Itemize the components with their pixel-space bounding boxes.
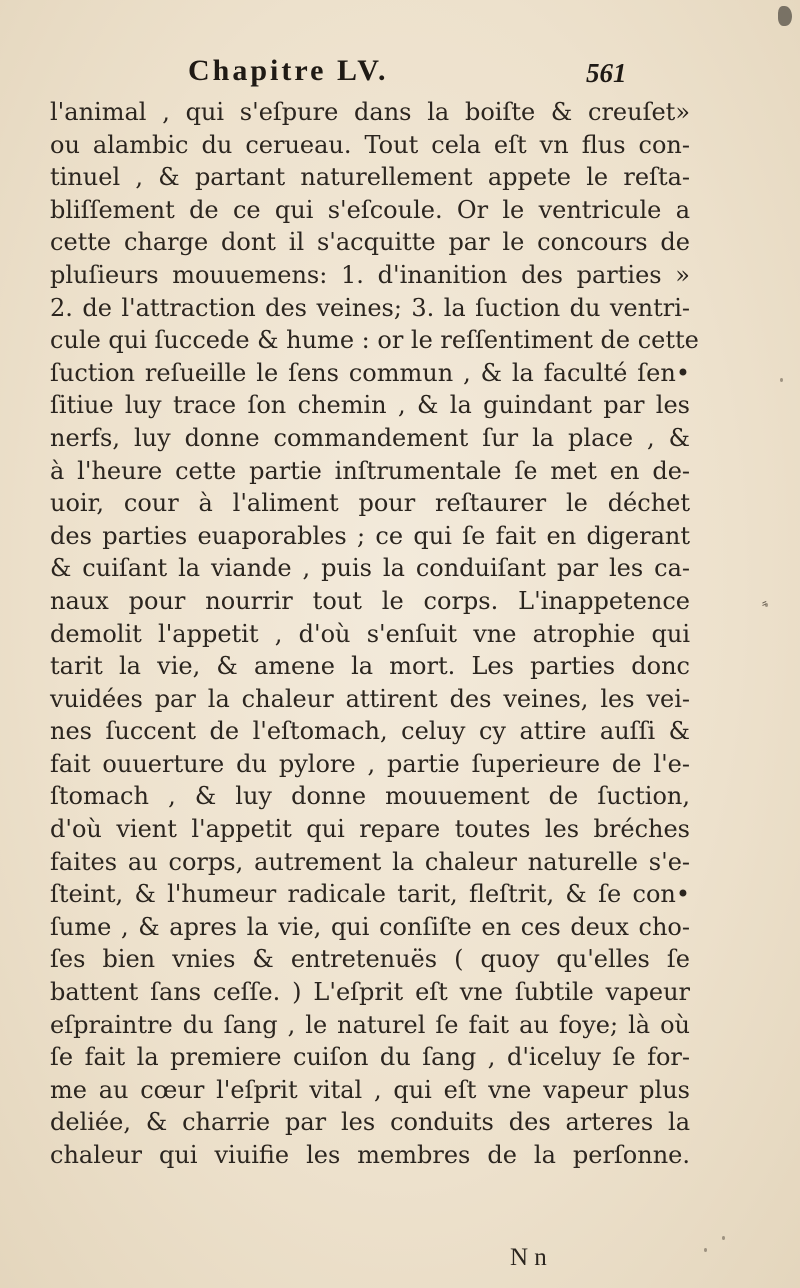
text-line: battent ſans ceſſe. ) L'eſprit eſt vne ſubtile vapeur — [50, 978, 690, 1007]
text-line: tarit la vie, & amene la mort. Les parties donc — [50, 652, 690, 681]
text-line: & cuiſant la viande , puis la conduiſant par les ca- — [50, 554, 690, 583]
text-line: vuidées par la chaleur attirent des veines, les vei- — [50, 684, 690, 713]
text-line: à l'heure cette partie inſtrumentale ſe met en de- — [50, 456, 690, 485]
signature-mark: N n — [510, 1244, 547, 1271]
text-line: deliée, & charrie par les conduits des arteres la — [50, 1108, 690, 1137]
margin-mark: ⸗ — [762, 595, 767, 611]
text-line: d'où vient l'appetit qui repare toutes les bréches — [50, 815, 690, 844]
text-line: des parties euaporables ; ce qui ſe fait en digerant — [50, 521, 690, 550]
paper-speck — [780, 378, 783, 382]
page-number: 561 — [586, 58, 627, 88]
text-line: me au cœur l'eſprit vital , qui eſt vne vapeur plus — [50, 1075, 690, 1104]
text-line: eſpraintre du ſang , le naturel ſe fait au foye; là où — [50, 1010, 690, 1039]
text-line: chaleur qui viuifie les membres de la perſonne. — [50, 1141, 690, 1169]
text-line: ou alambic du cerueau. Tout cela eſt vn flus con- — [50, 130, 690, 159]
paper-speck — [704, 1248, 707, 1252]
text-line: tinuel , & partant naturellement appete le reſta- — [50, 163, 690, 192]
paper-speck — [722, 1236, 725, 1240]
text-line: demolit l'appetit , d'où s'enſuit vne atrophie qui — [50, 619, 690, 648]
text-line: fait ouuerture du pylore , partie ſuperieure de l'e- — [50, 749, 690, 778]
text-line: ſuction reſueille le ſens commun , & la faculté ſen• — [50, 358, 690, 387]
text-line: faites au corps, autrement la chaleur naturelle s'e- — [50, 847, 690, 876]
text-line: ſes bien vnies & entretenuës ( quoy qu'elles ſe — [50, 945, 690, 974]
chapter-title: Chapitre LV. — [188, 54, 389, 87]
text-line: ſume , & apres la vie, qui conſiſte en ces deux cho- — [50, 912, 690, 941]
text-line: ſteint, & l'humeur radicale tarit, fleſtrit, & ſe con• — [50, 880, 690, 909]
text-line: pluſieurs mouuemens: 1. d'inanition des parties » — [50, 260, 690, 289]
text-line: ſe fait la premiere cuiſon du ſang , d'iceluy ſe for- — [50, 1043, 690, 1072]
ink-stain — [778, 6, 792, 26]
text-line: cette charge dont il s'acquitte par le concours de — [50, 228, 690, 257]
text-line: 2. de l'attraction des veines; 3. la ſuction du ventri- — [50, 293, 690, 322]
text-line: uoir, cour à l'aliment pour reſtaurer le déchet — [50, 489, 690, 518]
text-line: naux pour nourrir tout le corps. L'inappetence — [50, 586, 690, 615]
text-line: nes ſuccent de l'eſtomach, celuy cy attire auſſi & — [50, 717, 690, 746]
text-line: l'animal , qui s'eſpure dans la boiſte & creuſet» — [50, 98, 690, 126]
page-header — [0, 54, 800, 94]
text-line: ſitiue luy trace ſon chemin , & la guindant par les — [50, 391, 690, 420]
text-line: ſtomach , & luy donne mouuement de ſuction, — [50, 782, 690, 811]
text-line: bliſſement de ce qui s'eſcoule. Or le ventricule a — [50, 195, 690, 224]
text-line: cule qui ſuccede & hume : or le reſſentiment de cette — [50, 326, 699, 355]
text-line: nerfs, luy donne commandement ſur la place , & — [50, 423, 690, 452]
body-text — [50, 96, 699, 1172]
